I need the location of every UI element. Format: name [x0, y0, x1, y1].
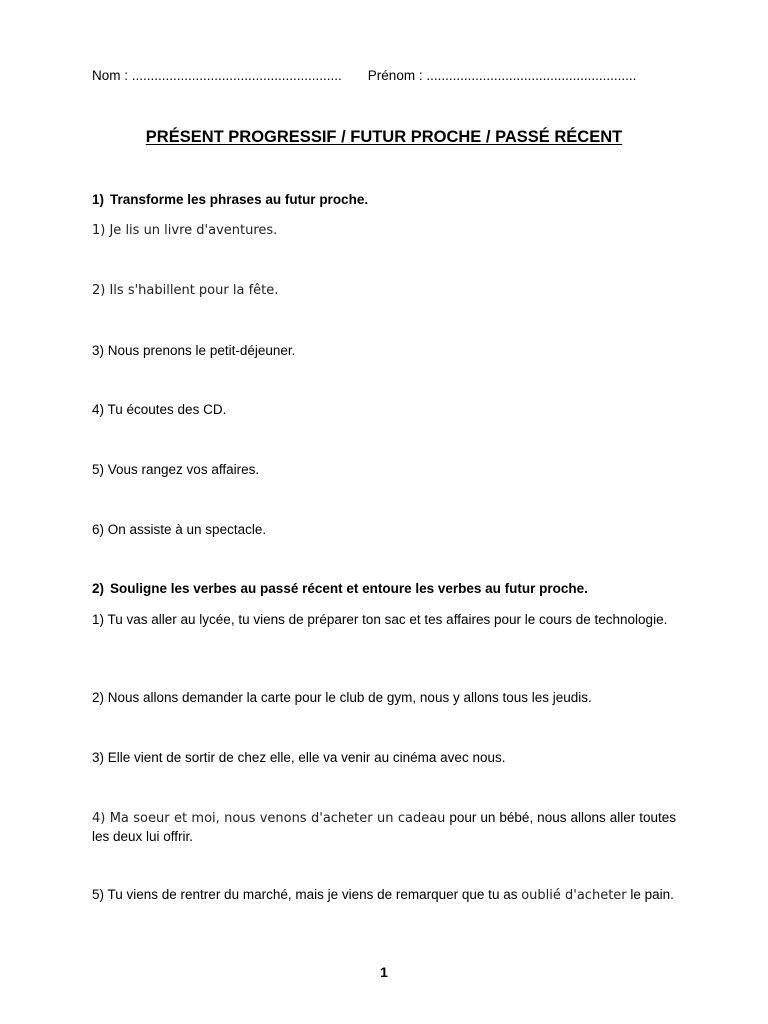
exercise-1-item: 5) Vous rangez vos affaires.: [92, 462, 260, 477]
exercise-2-item: 1) Tu vas aller au lycée, tu viens de préparer ton sac et tes affaires pour le cours de technologie.: [92, 612, 668, 627]
exercise-1-instruction: Transforme les phrases au futur proche.: [110, 192, 369, 207]
exercise-2-item: [92, 809, 676, 846]
name-fields: [92, 67, 636, 85]
exercise-1-item: 1) Je lis un livre d'aventures.: [92, 223, 278, 238]
page-number: 1: [380, 964, 388, 980]
exercise-1-item: 3) Nous prenons le petit-déjeuner.: [92, 343, 296, 358]
prenom-field: Prénom : ........................................................: [367, 68, 637, 83]
exercise-1-item: 6) On assiste à un spectacle.: [92, 522, 267, 537]
exercise-1-number: 1): [92, 192, 105, 207]
exercise-2-item-5-part-b: oublié d'acheter: [521, 888, 627, 903]
exercise-2-item-4-part-a: 4) Ma soeur et moi, nous venons d'acheter un cadeau: [92, 811, 446, 826]
exercise-2-item-5-part-a: 5) Tu viens de rentrer du marché, mais je viens de remarquer que tu as: [92, 887, 522, 902]
exercise-2-item-5-part-c: le pain.: [626, 887, 674, 902]
exercise-1-item: 2) Ils s'habillent pour la fête.: [92, 283, 279, 298]
exercise-1-heading: [92, 191, 368, 209]
exercise-2-item: [92, 886, 676, 905]
exercise-2-item: 2) Nous allons demander la carte pour le club de gym, nous y allons tous les jeudis.: [92, 690, 592, 705]
exercise-2-number: 2): [92, 581, 105, 596]
exercise-2-item: 3) Elle vient de sortir de chez elle, elle va venir au cinéma avec nous.: [92, 750, 506, 765]
exercise-2-item-4-part-b: pour un bébé, nous allons aller toutes les deux lui offrir.: [92, 810, 676, 844]
exercise-1-item: 4) Tu écoutes des CD.: [92, 402, 227, 417]
exercise-2-instruction: Souligne les verbes au passé récent et entoure les verbes au futur proche.: [110, 581, 588, 596]
nom-field: Nom : ........................................................: [92, 68, 342, 83]
page-title: PRÉSENT PROGRESSIF / FUTUR PROCHE / PASSÉ RÉCENT: [145, 128, 623, 146]
exercise-2-heading: [92, 580, 588, 598]
